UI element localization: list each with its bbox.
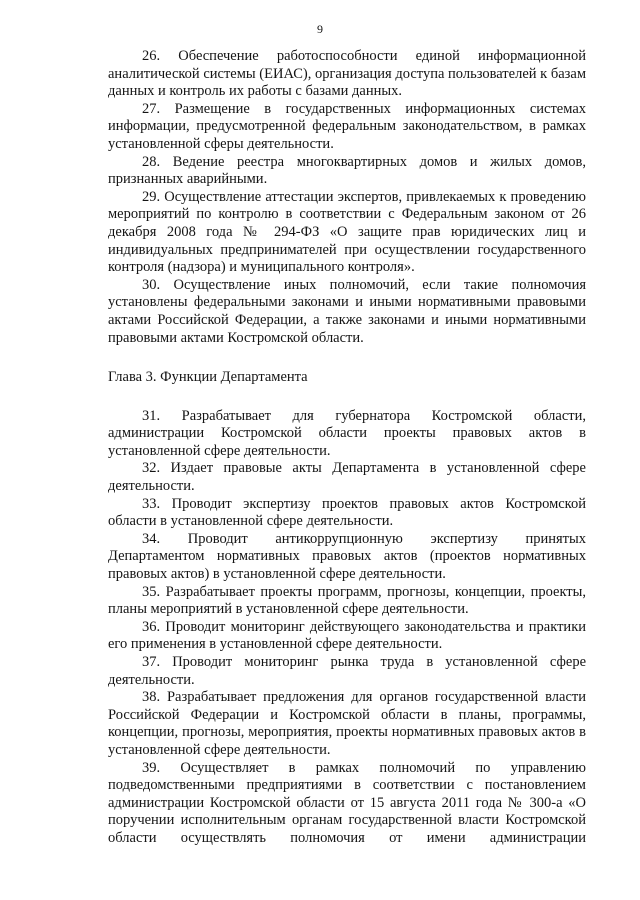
paragraph-38: 38. Разрабатывает предложения для органов государственной власти Российской Федерации и Костромской области в планы, программы, концепции, прогнозы, мероприятия, проекты нормативных правовых актов в установленной сфере деятельности. (108, 689, 586, 758)
paragraph-34: 34. Проводит антикоррупционную экспертизу принятых Департаментом нормативных правовых актов (проектов нормативных правовых актов) в установленной сфере деятельности. (108, 530, 586, 583)
paragraph-35: 35. Разрабатывает проекты программ, прогнозы, концепции, проекты, планы мероприятий в установленной сфере деятельности. (108, 583, 586, 618)
paragraph-39: 39. Осуществляет в рамках полномочий по управлению подведомственными предприятиями в соответствии с постановлением администрации Костромской области от 15 августа 2011 года № 300-а «О поручении исполнительным органам государственной власти Костромской области осуществлять полномочия от имени администрации (108, 759, 586, 846)
paragraph-26: 26. Обеспечение работоспособности единой информационной аналитической системы (ЕИАС), организация доступа пользователей к базам данных и контроль их работы с базами данных. (108, 48, 586, 100)
paragraph-36: 36. Проводит мониторинг действующего законодательства и практики его применения в установленной сфере деятельности. (108, 618, 586, 653)
paragraph-37: 37. Проводит мониторинг рынка труда в установленной сфере деятельности. (108, 654, 586, 688)
paragraph-28: 28. Ведение реестра многоквартирных домов и жилых домов, признанных аварийными. (108, 153, 586, 188)
paragraph-33: 33. Проводит экспертизу проектов правовых актов Костромской области в установленной сфере деятельности. (108, 495, 586, 530)
paragraph-27: 27. Размещение в государственных информационных системах информации, предусмотренной федеральным законодательством, в рамках установленной сферы деятельности. (108, 100, 586, 152)
document-body (108, 48, 586, 848)
chapter-title: Глава 3. Функции Департамента (108, 369, 308, 386)
page-number: 9 (317, 22, 323, 36)
paragraph-31: 31. Разрабатывает для губернатора Костромской области, администрации Костромской области проекты правовых актов в установленной сфере деятельности. (108, 407, 586, 459)
paragraph-32: 32. Издает правовые акты Департамента в установленной сфере деятельности. (108, 460, 586, 495)
paragraph-29: 29. Осуществление аттестации экспертов, привлекаемых к проведению мероприятий по контролю в соответствии с Федеральным законом от 26 декабря 2008 года № 294-ФЗ «О защите прав юридических лиц и индивидуальных предпринимателей при осуществлении государственного контроля (надзора) и муниципального контроля». (108, 188, 586, 276)
paragraph-30: 30. Осуществление иных полномочий, если такие полномочия установлены федеральными законами и иными нормативными правовыми актами Российской Федерации, а также законами и иными нормативными правовыми актами Костромской области. (108, 276, 586, 346)
